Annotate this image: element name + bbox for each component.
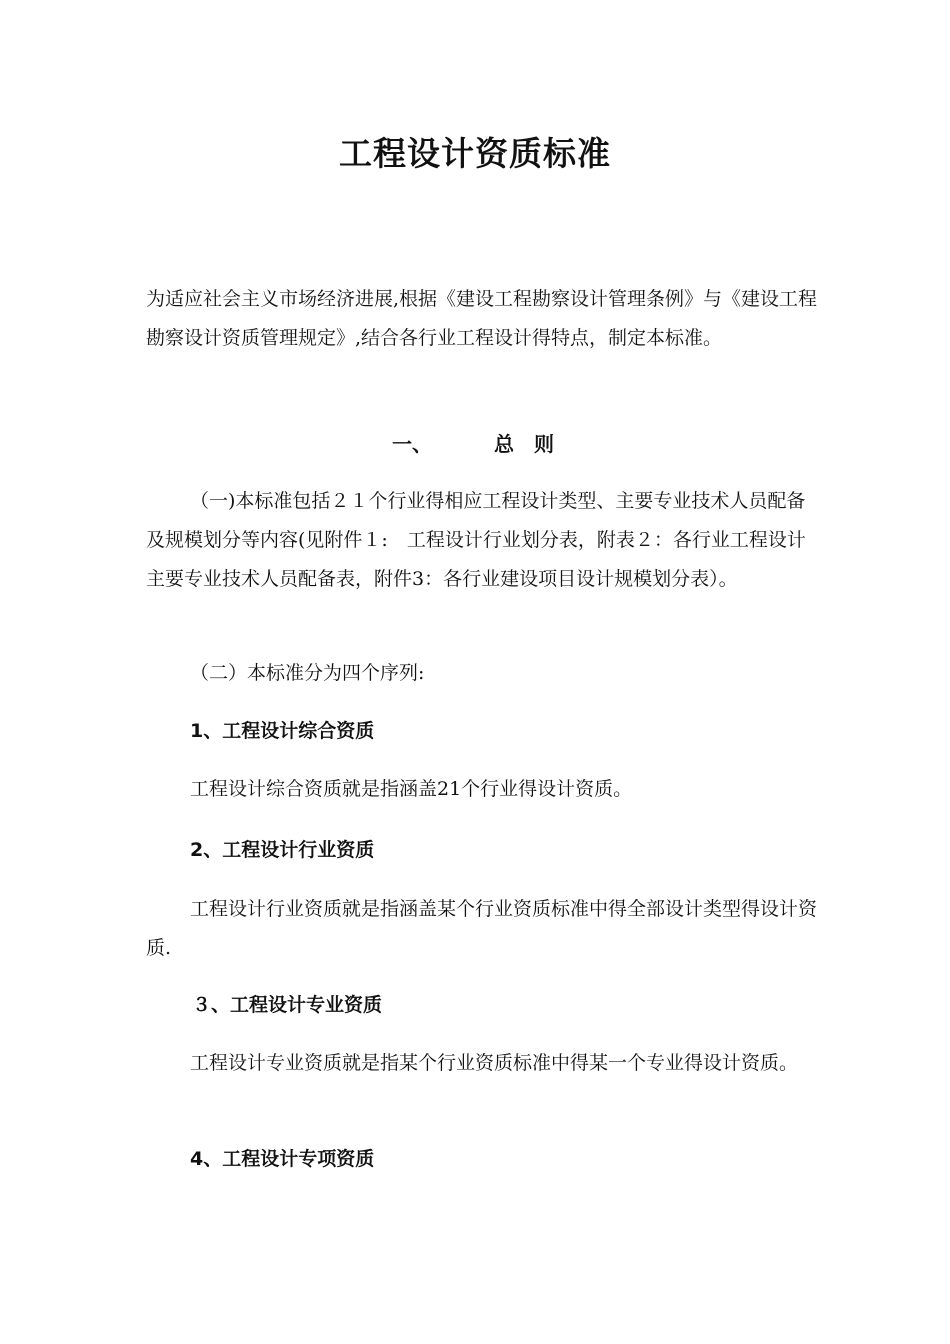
item-2-heading: 2、工程设计行业资质 [190, 839, 375, 861]
document-title: 工程设计资质标准 [339, 134, 611, 173]
clause-2-paragraph: （二）本标准分为四个序列: [190, 662, 425, 684]
item-1-text: 工程设计综合资质就是指涵盖21个行业得设计资质。 [190, 778, 633, 800]
intro-paragraph: 为适应社会主义市场经济进展,根据《建设工程勘察设计管理条例》与《建设工程勘察设计资质管理规定》,结合各行业工程设计得特点，制定本标准。 [146, 288, 818, 349]
clause-1-paragraph: （一)本标准包括２１个行业得相应工程设计类型、主要专业技术人员配备及规模划分等内容(见附件１: 工程设计行业划分表，附表２：各行业工程设计主要专业技术人员配备表，附件3：各行业建设项目设计规模划分表）。 [146, 490, 806, 590]
section-title: 总 则 [494, 432, 554, 456]
item-3-heading: ３、工程设计专业资质 [192, 994, 383, 1016]
item-2-text: 工程设计行业资质就是指涵盖某个行业资质标准中得全部设计类型得设计资质. [146, 898, 818, 959]
item-3-text: 工程设计专业资质就是指某个行业资质标准中得某一个专业得设计资质。 [190, 1052, 799, 1074]
item-4-heading: 4、工程设计专项资质 [190, 1148, 375, 1170]
item-1-heading: 1、工程设计综合资质 [190, 720, 375, 742]
section-number: 一、 [392, 432, 432, 456]
